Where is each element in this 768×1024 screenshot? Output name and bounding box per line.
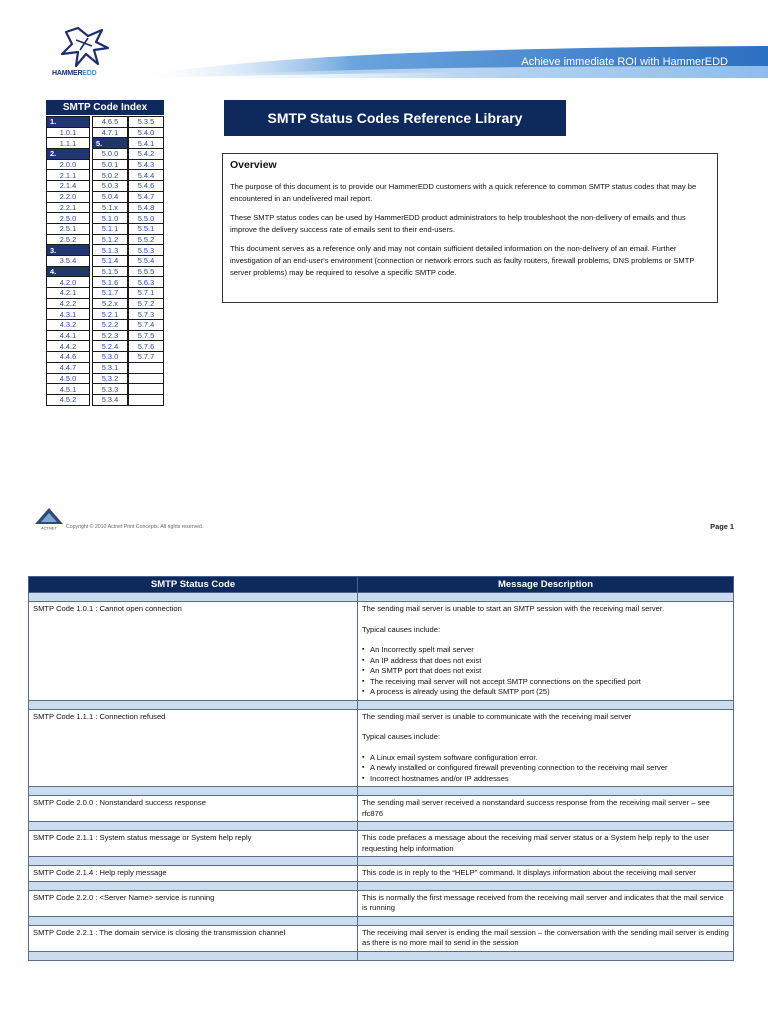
index-row: [129, 127, 164, 138]
status-code-cell: SMTP Code 2.1.1 : System status message or System help reply: [29, 831, 358, 857]
index-row-empty: [129, 394, 164, 405]
index-code-link[interactable]: 4.4.7: [47, 362, 90, 373]
index-row: [129, 223, 164, 234]
spacer-cell: [29, 787, 358, 796]
index-code-link[interactable]: 5.5.0: [129, 213, 164, 224]
index-code-link[interactable]: 2.0.0: [47, 159, 90, 170]
spacer-cell: [358, 951, 734, 960]
index-code-link[interactable]: 5.5.5: [129, 266, 164, 277]
index-code-link[interactable]: 2.1.4: [47, 181, 90, 192]
index-row: [93, 138, 128, 149]
actnet-logo-word: ACTNET: [41, 525, 57, 530]
index-column-3: [128, 116, 164, 406]
spacer-cell: [358, 822, 734, 831]
index-code-link[interactable]: 5.2.4: [93, 341, 128, 352]
index-code-link[interactable]: 5.6.3: [129, 277, 164, 288]
index-code-link[interactable]: 5.1.3: [93, 245, 128, 256]
index-code-link[interactable]: 5.3.4: [93, 394, 128, 405]
spacer-cell: [358, 857, 734, 866]
spacer-cell: [358, 881, 734, 890]
spacer-row: [29, 593, 734, 602]
index-row: [93, 394, 128, 405]
index-row: [93, 191, 128, 202]
column-header-status-code: SMTP Status Code: [29, 577, 358, 593]
index-code-link[interactable]: 5.0.0: [93, 149, 128, 160]
index-code-link[interactable]: 4.2.1: [47, 288, 90, 299]
page-number: Page 1: [710, 522, 734, 531]
index-code-link[interactable]: 4.4.1: [47, 330, 90, 341]
index-code-link[interactable]: 5.1.1: [93, 223, 128, 234]
table-row: [29, 709, 734, 787]
index-code-link[interactable]: 4.3.2: [47, 320, 90, 331]
index-row: [47, 330, 90, 341]
index-code-link[interactable]: 5.4.2: [129, 149, 164, 160]
table-row: [29, 796, 734, 822]
index-row: [47, 202, 90, 213]
spacer-row: [29, 916, 734, 925]
spacer-cell: [358, 916, 734, 925]
causes-list: [362, 645, 729, 698]
index-code-link[interactable]: 5.4.4: [129, 170, 164, 181]
index-code-link[interactable]: 5.3.5: [129, 117, 164, 128]
index-row: [93, 255, 128, 266]
index-code-link[interactable]: 5.3.1: [93, 362, 128, 373]
description-cell: [358, 796, 734, 822]
index-row-empty: [129, 373, 164, 384]
index-row: [93, 298, 128, 309]
index-row: [47, 223, 90, 234]
status-code-cell: SMTP Code 2.2.0 : <Server Name> service is running: [29, 890, 358, 916]
index-row: [93, 309, 128, 320]
index-code-link[interactable]: 2.5.1: [47, 223, 90, 234]
actnet-triangle-icon: [32, 506, 66, 530]
index-row: [129, 149, 164, 160]
index-empty-cell: [129, 394, 164, 405]
index-code-link[interactable]: 5.7.1: [129, 288, 164, 299]
index-row: [47, 362, 90, 373]
column-header-description: Message Description: [358, 577, 734, 593]
table-row: [29, 925, 734, 951]
table-row: [29, 890, 734, 916]
index-code-link[interactable]: 5.5.2: [129, 234, 164, 245]
index-row: [47, 320, 90, 331]
index-code-link[interactable]: 5.0.1: [93, 159, 128, 170]
index-column-2: [92, 116, 128, 406]
index-row: [93, 330, 128, 341]
index-row: [129, 181, 164, 192]
description-cell: [358, 866, 734, 882]
list-item: ▪ An SMTP port that does not exist: [362, 666, 729, 677]
index-row: [47, 170, 90, 181]
list-item: ▪ The receiving mail server will not accept SMTP connections on the specified port: [362, 677, 729, 688]
index-row: [47, 127, 90, 138]
index-row-empty: [129, 362, 164, 373]
index-row: [47, 352, 90, 363]
spacer-cell: [358, 787, 734, 796]
index-row: [93, 288, 128, 299]
index-row: [129, 234, 164, 245]
index-row: [129, 266, 164, 277]
overview-paragraph-2: These SMTP status codes can be used by HammerEDD product administrators to help troubleshoot the non-delivery of emails and thus improve the delivery success rate of emails sent to their end-users.: [230, 213, 686, 234]
index-row: [129, 191, 164, 202]
index-section-header: 4.: [47, 266, 90, 277]
index-row: [93, 277, 128, 288]
index-row: [129, 202, 164, 213]
index-code-link[interactable]: 5.0.4: [93, 191, 128, 202]
index-code-link[interactable]: 5.7.3: [129, 309, 164, 320]
index-row: [129, 159, 164, 170]
index-code-link[interactable]: 5.2.3: [93, 330, 128, 341]
spacer-cell: [29, 822, 358, 831]
index-empty-cell: [129, 373, 164, 384]
index-code-link[interactable]: 5.7.7: [129, 352, 164, 363]
status-code-cell: SMTP Code 1.1.1 : Connection refused: [29, 709, 358, 787]
index-column-1: [46, 116, 90, 406]
index-row: [47, 394, 90, 405]
description-text: This code prefaces a message about the receiving mail server status or a System help reply to the user requesting help information: [362, 833, 709, 853]
index-row: [47, 234, 90, 245]
status-code-cell: SMTP Code 2.2.1 : The domain service is closing the transmission channel: [29, 925, 358, 951]
index-code-link[interactable]: 5.0.3: [93, 181, 128, 192]
index-code-link[interactable]: 4.2.0: [47, 277, 90, 288]
description-cell: [358, 602, 734, 701]
index-row: [129, 255, 164, 266]
index-code-link[interactable]: 3.5.4: [47, 255, 90, 266]
index-row: [129, 341, 164, 352]
list-item: ▪ An IP address that does not exist: [362, 656, 729, 667]
description-text: The receiving mail server is ending the mail session – the conversation with the sending mail server is ending as there is no more mail to send in the session: [362, 927, 729, 947]
spacer-row: [29, 857, 734, 866]
spacer-cell: [358, 593, 734, 602]
description-cell: [358, 890, 734, 916]
index-code-link[interactable]: 5.0.2: [93, 170, 128, 181]
index-code-link[interactable]: 1.0.1: [47, 127, 90, 138]
table-header-row: [29, 577, 734, 593]
index-row: [47, 384, 90, 395]
index-code-link[interactable]: 4.5.0: [47, 373, 90, 384]
index-row: [93, 373, 128, 384]
banner-tagline: Achieve immediate ROI with HammerEDD: [521, 56, 728, 68]
index-row: [93, 362, 128, 373]
overview-box: [222, 153, 718, 303]
index-row: [93, 320, 128, 331]
actnet-logo: [32, 506, 66, 535]
knight-logo-icon: [58, 26, 114, 70]
index-row: [47, 255, 90, 266]
index-row: [129, 309, 164, 320]
spacer-row: [29, 700, 734, 709]
status-code-cell: SMTP Code 2.0.0 : Nonstandard success response: [29, 796, 358, 822]
index-row: [47, 277, 90, 288]
index-code-link[interactable]: 5.4.7: [129, 191, 164, 202]
index-row: [129, 117, 164, 128]
description-text: The sending mail server is unable to start an SMTP session with the receiving mail server.: [362, 604, 665, 613]
spacer-row: [29, 951, 734, 960]
spacer-cell: [358, 700, 734, 709]
index-row: [129, 320, 164, 331]
index-code-link[interactable]: 5.3.0: [93, 352, 128, 363]
index-section-header: 5.: [93, 138, 128, 149]
index-code-link[interactable]: 5.4.0: [129, 127, 164, 138]
index-code-link[interactable]: 5.1.5: [93, 266, 128, 277]
index-code-link[interactable]: 5.5.3: [129, 245, 164, 256]
index-row: [47, 245, 90, 256]
list-item: ▪ An Incorrectly spelt mail server: [362, 645, 729, 656]
index-row: [93, 170, 128, 181]
index-row: [47, 288, 90, 299]
index-code-link[interactable]: 5.7.2: [129, 298, 164, 309]
hammeredd-logo: [52, 26, 120, 82]
index-row: [47, 117, 90, 128]
index-row: [129, 298, 164, 309]
index-code-link[interactable]: 5.2.2: [93, 320, 128, 331]
overview-paragraph-3: This document serves as a reference only and may not contain sufficient detailed information on the non-delivery of an email. Further investigation of an end-user's environment (connection or network errors such as faulty routers, firewall problems, DNS problems or SMTP server problems) may be required to resolve a specific SMTP code.: [230, 244, 695, 277]
description-text: The sending mail server is unable to communicate with the receiving mail server: [362, 711, 632, 721]
index-code-link[interactable]: 4.2.2: [47, 298, 90, 309]
index-row: [47, 298, 90, 309]
smtp-codes-table: [28, 576, 734, 961]
index-row: [47, 341, 90, 352]
index-row: [47, 181, 90, 192]
index-row: [93, 159, 128, 170]
copyright-text: Copyright © 2010 Actnet Print Concepts. All rights reserved.: [66, 524, 204, 530]
index-row: [47, 191, 90, 202]
index-section-header: 2.: [47, 149, 90, 160]
spacer-row: [29, 787, 734, 796]
index-row: [93, 234, 128, 245]
causes-label: Typical causes include:: [362, 732, 441, 741]
index-row: [129, 245, 164, 256]
index-empty-cell: [129, 384, 164, 395]
description-cell: [358, 831, 734, 857]
index-code-link[interactable]: 4.5.1: [47, 384, 90, 395]
index-row: [93, 202, 128, 213]
index-code-link[interactable]: 5.5.1: [129, 223, 164, 234]
index-row: [93, 352, 128, 363]
index-code-link[interactable]: 5.7.4: [129, 320, 164, 331]
description-cell: [358, 925, 734, 951]
index-row: [93, 266, 128, 277]
spacer-row: [29, 881, 734, 890]
spacer-row: [29, 822, 734, 831]
index-row: [47, 213, 90, 224]
index-code-link[interactable]: 5.2.1: [93, 309, 128, 320]
index-code-link[interactable]: 2.5.2: [47, 234, 90, 245]
description-text: The sending mail server received a nonstandard success response from the receiving mail server – see rfc876: [362, 798, 710, 818]
spacer-cell: [29, 593, 358, 602]
spacer-cell: [29, 951, 358, 960]
table-row: [29, 602, 734, 701]
index-code-link[interactable]: 5.7.6: [129, 341, 164, 352]
index-row: [93, 117, 128, 128]
logo-wordmark: HAMMEREDD: [52, 70, 97, 77]
index-row: [93, 181, 128, 192]
description-text: This code is in reply to the “HELP” command. It displays information about the receiving mail server: [362, 868, 696, 877]
table-row: [29, 831, 734, 857]
index-row: [93, 213, 128, 224]
index-section-header: 1.: [47, 117, 90, 128]
index-row: [93, 341, 128, 352]
index-row: [129, 213, 164, 224]
index-code-link[interactable]: 5.1.x: [93, 202, 128, 213]
index-code-link[interactable]: 5.4.3: [129, 159, 164, 170]
index-code-link[interactable]: 2.2.1: [47, 202, 90, 213]
index-row: [47, 138, 90, 149]
index-row: [47, 266, 90, 277]
index-code-link[interactable]: 5.1.7: [93, 288, 128, 299]
index-code-link[interactable]: 4.6.5: [93, 117, 128, 128]
index-code-link[interactable]: 4.3.1: [47, 309, 90, 320]
index-code-link[interactable]: 4.7.1: [93, 127, 128, 138]
list-item: ▪ A process is already using the default SMTP port (25): [362, 687, 729, 698]
index-code-link[interactable]: 2.5.0: [47, 213, 90, 224]
index-code-link[interactable]: 5.1.2: [93, 234, 128, 245]
index-code-link[interactable]: 5.5.4: [129, 255, 164, 266]
index-code-link[interactable]: 1.1.1: [47, 138, 90, 149]
index-row: [47, 149, 90, 160]
description-cell: [358, 709, 734, 787]
spacer-cell: [29, 857, 358, 866]
causes-list: [362, 753, 729, 785]
causes-label: Typical causes include:: [362, 624, 441, 634]
index-code-link[interactable]: 5.1.0: [93, 213, 128, 224]
index-row: [93, 245, 128, 256]
index-row: [47, 159, 90, 170]
index-code-link[interactable]: 5.4.1: [129, 138, 164, 149]
index-row: [93, 127, 128, 138]
status-code-cell: SMTP Code 1.0.1 : Cannot open connection: [29, 602, 358, 701]
page-title: SMTP Status Codes Reference Library: [224, 100, 566, 136]
index-title: SMTP Code Index: [46, 100, 164, 115]
index-code-link[interactable]: 5.4.6: [129, 181, 164, 192]
index-code-link[interactable]: 5.2.x: [93, 298, 128, 309]
header-banner: [130, 40, 768, 78]
spacer-cell: [29, 881, 358, 890]
index-row: [129, 277, 164, 288]
index-code-link[interactable]: 2.2.0: [47, 191, 90, 202]
index-code-link[interactable]: 5.3.3: [93, 384, 128, 395]
spacer-cell: [29, 700, 358, 709]
list-item: ▪ Incorrect hostnames and/or IP addresses: [362, 774, 729, 785]
index-code-link[interactable]: 5.7.5: [129, 330, 164, 341]
table-row: [29, 866, 734, 882]
index-row: [129, 288, 164, 299]
status-code-cell: SMTP Code 2.1.4 : Help reply message: [29, 866, 358, 882]
index-code-link[interactable]: 5.4.8: [129, 202, 164, 213]
index-row: [93, 384, 128, 395]
index-code-link[interactable]: 4.4.6: [47, 352, 90, 363]
overview-paragraph-1: The purpose of this document is to provide our HammerEDD customers with a quick reference to common SMTP status codes that may be encountered in an undelivered mail report.: [230, 182, 697, 203]
index-code-link[interactable]: 5.1.4: [93, 255, 128, 266]
index-row-empty: [129, 384, 164, 395]
list-item: ▪ A newly installed or configured firewall preventing connection to the receiving mail server: [362, 763, 729, 774]
index-row: [47, 309, 90, 320]
description-text: This is normally the first message received from the receiving mail server and indicates that the mail service is running: [362, 892, 724, 912]
index-code-link[interactable]: 2.1.1: [47, 170, 90, 181]
overview-heading: Overview: [230, 159, 277, 171]
index-row: [93, 223, 128, 234]
index-empty-cell: [129, 362, 164, 373]
index-code-link[interactable]: 4.5.2: [47, 394, 90, 405]
index-row: [129, 330, 164, 341]
index-row: [93, 149, 128, 160]
index-code-link[interactable]: 5.3.2: [93, 373, 128, 384]
index-row: [47, 373, 90, 384]
index-code-link[interactable]: 4.4.2: [47, 341, 90, 352]
index-section-header: 3.: [47, 245, 90, 256]
index-code-link[interactable]: 5.1.6: [93, 277, 128, 288]
spacer-cell: [29, 916, 358, 925]
index-row: [129, 170, 164, 181]
index-row: [129, 352, 164, 363]
list-item: ▪ A Linux email system software configuration error.: [362, 753, 729, 764]
index-row: [129, 138, 164, 149]
